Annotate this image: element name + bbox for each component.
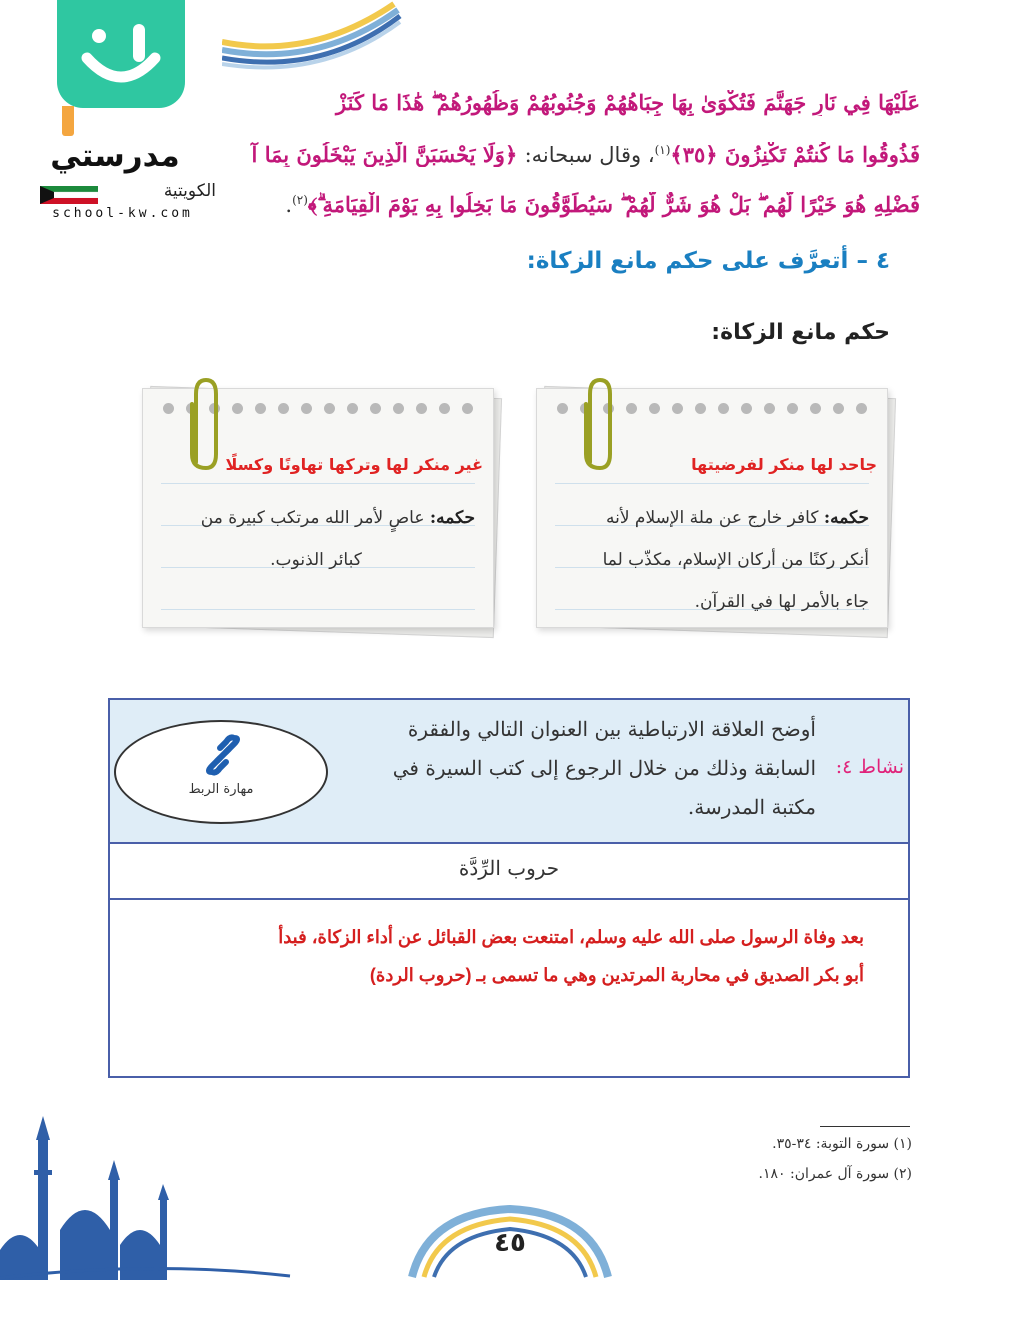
note-title: غير منكر لها وتركها تهاونًا وكسلًا (225, 455, 483, 474)
note-body (551, 497, 869, 623)
quran-text: فَضْلِهِ هُوَ خَيْرًا لَّهُم ۖ بَلْ هُوَ شَرٌّ لَّهُمْ ۖ سَيُطَوَّقُونَ مَا بَخِلُوا بِهِ يَوْمَ الْقِيَامَةِ ۗ﴾ (307, 192, 920, 217)
activity-table (108, 698, 910, 1078)
rule-heading: حكم مانع الزكاة: (711, 320, 890, 345)
answer-line: بعد وفاة الرسول صلى الله عليه وسلم، امتنعت بعض القبائل عن أداء الزكاة، فبدأ (278, 927, 864, 947)
note-text: كافر خارج عن ملة الإسلام لأنه (605, 508, 819, 528)
header-swoosh (222, 0, 402, 80)
kuwait-flag-icon (40, 186, 98, 204)
activity-header (110, 700, 908, 844)
instruction-line: مكتبة المدرسة. (687, 795, 816, 819)
note-label: حكمه: (823, 508, 869, 528)
section-number: ٤ – (856, 248, 890, 274)
quran-line-3 (230, 192, 920, 218)
note-text: أنكر ركنًا من أركان الإسلام، مكذّب لما (602, 550, 869, 570)
answer-line: أبو بكر الصديق في محاربة المرتدين وهي ما تسمى بـ (حروب الردة) (369, 965, 864, 985)
footnote-divider (820, 1126, 910, 1127)
note-text: كبائر الذنوب. (270, 550, 362, 570)
site-logo[interactable] (10, 0, 225, 225)
paperclip-icon (578, 374, 618, 474)
footnote-ref: (١) (654, 143, 671, 157)
quran-line-1 (230, 90, 920, 116)
period: . (285, 193, 293, 217)
skill-label: مهارة الربط (188, 782, 254, 797)
instruction-line: أوضح العلاقة الارتباطية بين العنوان التالي والفقرة (407, 717, 816, 741)
logo-country: الكويتية (163, 181, 216, 201)
connector-text: ، وقال سبحانه: (524, 143, 655, 167)
section-title: أتعرَّف على حكم مانع الزكاة: (526, 248, 849, 274)
link-icon (202, 734, 244, 776)
footnote-ref: (٢) (292, 193, 308, 207)
activity-label: نشاط ٤: (835, 756, 904, 778)
note-text: عاصٍ لأمر الله مرتكب كبيرة من (200, 508, 425, 528)
quran-text: فَذُوقُوا مَا كُنتُمْ تَكْنِزُونَ ﴿٣٥﴾ (670, 142, 920, 167)
quran-text: عَلَيْهَا فِي نَارِ جَهَنَّمَ فَتُكْوَىٰ بِهَا جِبَاهُهُمْ وَجُنُوبُهُمْ وَظُهُورُهُمْ ۖ هَٰذَا مَا كَنَزْ (336, 90, 920, 115)
bookmark-icon (62, 106, 74, 136)
footnote-1: (١) سورة التوبة: ٣٤-٣٥. (772, 1136, 912, 1152)
footnote-2: (٢) سورة آل عمران: ١٨٠. (758, 1166, 912, 1182)
activity-title-row (110, 844, 908, 900)
quran-line-2 (230, 142, 920, 167)
note-label: حكمه: (429, 508, 475, 528)
page-number: ٤٥ (494, 1228, 526, 1258)
activity-answer[interactable] (124, 918, 864, 994)
paperclip-icon (184, 374, 224, 474)
note-title: جاحد لها منكر لفرضيتها (691, 455, 877, 474)
note-text: جاء بالأمر لها في القرآن. (694, 592, 869, 612)
activity-title: حروب الرِّدَّة (458, 856, 560, 880)
skill-badge (114, 720, 328, 824)
logo-book-icon (57, 0, 185, 108)
quran-text: ﴿وَلَا يَحْسَبَنَّ الَّذِينَ يَبْخَلُونَ بِمَا آ (251, 142, 518, 167)
logo-name: مدرستي (50, 138, 180, 174)
instruction-line: السابقة وذلك من خلال الرجوع إلى كتب السيرة في (392, 756, 816, 780)
note-body (157, 497, 475, 581)
section-heading (527, 248, 890, 274)
mosque-silhouette (0, 1110, 300, 1280)
activity-instructions (331, 710, 816, 827)
logo-site: school-kw.com (52, 206, 193, 221)
